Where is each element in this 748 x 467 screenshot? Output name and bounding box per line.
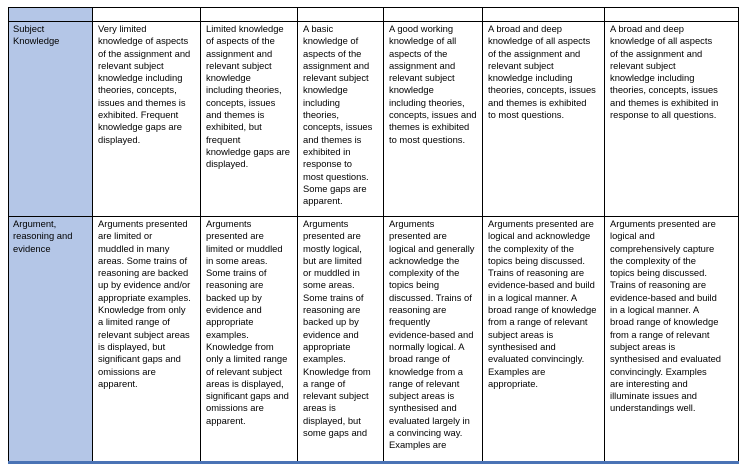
descriptor-text: A broad and deep knowledge of all aspects of the assignment and relevant subject knowledge including theories, concepts, issues and themes is exhibited in response to all questions. <box>610 23 719 121</box>
header-row <box>9 8 739 22</box>
header-cell <box>93 8 201 22</box>
descriptor-text: Arguments presented are logical and comprehensively capture the complexity of the topics being discussed. Trains of reasoning are evidence-based and build in a logical manner. A broad range of knowledge from a range of relevant subject areas is synthesised and evaluated convincingly. Examples are interesting and illuminate issues and understandings well. <box>610 218 722 414</box>
descriptor-cell <box>201 217 298 465</box>
descriptor-cell <box>298 22 384 217</box>
descriptor-cell <box>483 22 605 217</box>
descriptor-cell <box>605 22 739 217</box>
rubric-table <box>8 7 739 464</box>
descriptor-cell <box>384 22 483 217</box>
descriptor-text: A basic knowledge of aspects of the assignment and relevant subject knowledge including theories, concepts, issues and themes is exhibited in response to most questions. Some gaps are apparent. <box>303 23 373 207</box>
descriptor-text: Arguments presented are logical and acknowledge the complexity of the topics being discussed. Trains of reasoning are evidence-based and build in a logical manner. A broad range of knowledge from a range of relevant subject areas is synthesised and evaluated convincingly. Examples are appropriate. <box>488 218 597 389</box>
descriptor-text: Arguments presented are limited or muddled in many areas. Some trains of reasoning are backed up by evidence and/or appropriate examples. Knowledge from only a limited range of relevant subject areas is displayed, but significant gaps and omissions are apparent. <box>98 218 191 389</box>
descriptor-cell <box>201 22 298 217</box>
descriptor-cell <box>298 217 384 465</box>
descriptor-cell <box>93 22 201 217</box>
header-cell <box>483 8 605 22</box>
header-cell <box>384 8 483 22</box>
criterion-cell <box>9 22 93 217</box>
descriptor-text: A broad and deep knowledge of all aspects of the assignment and relevant subject knowledge including theories, concepts, issues and themes is exhibited to most questions. <box>488 23 596 121</box>
bottom-divider <box>8 461 739 464</box>
header-criterion-cell <box>9 8 93 22</box>
row-subject-knowledge <box>9 22 739 217</box>
descriptor-text: Arguments presented are limited or muddled in some areas. Some trains of reasoning are backed up by evidence and appropriate examples. Knowledge from only a limited range of relevant subject areas is displayed, significant gaps and omissions are apparent. <box>206 218 289 426</box>
descriptor-text: Arguments presented are logical and generally acknowledge the complexity of the topics being discussed. Trains of reasoning are frequently evidence-based and normally logical. A broad range of knowledge from a range of relevant subject areas is synthesised and evaluated largely in a convincing way. Examples are <box>389 218 475 451</box>
descriptor-text: Very limited knowledge of aspects of the assignment and relevant subject knowledge including theories, concepts, issues and themes is exhibited. Frequent knowledge gaps are displayed. <box>98 23 191 145</box>
descriptor-text: Limited knowledge of aspects of the assignment and relevant subject knowledge including theories, concepts, issues and themes is exhibited, but frequent knowledge gaps are displayed. <box>206 23 290 170</box>
header-cell <box>298 8 384 22</box>
criterion-label: Argument, reasoning and evidence <box>13 218 73 254</box>
header-cell <box>605 8 739 22</box>
descriptor-cell <box>93 217 201 465</box>
criterion-cell <box>9 217 93 465</box>
descriptor-cell <box>605 217 739 465</box>
descriptor-text: Arguments presented are mostly logical, but are limited or muddled in some areas. Some trains of reasoning are backed up by evidence and appropriate examples. Knowledge from a range of relevant subject areas is displayed, but some gaps and <box>303 218 371 439</box>
descriptor-text: A good working knowledge of all aspects of the assignment and relevant subject knowledge including theories, concepts, issues and themes is exhibited to most questions. <box>389 23 477 145</box>
row-argument-reasoning-evidence <box>9 217 739 465</box>
criterion-label: Subject Knowledge <box>13 23 60 47</box>
descriptor-cell <box>384 217 483 465</box>
header-cell <box>201 8 298 22</box>
descriptor-cell <box>483 217 605 465</box>
